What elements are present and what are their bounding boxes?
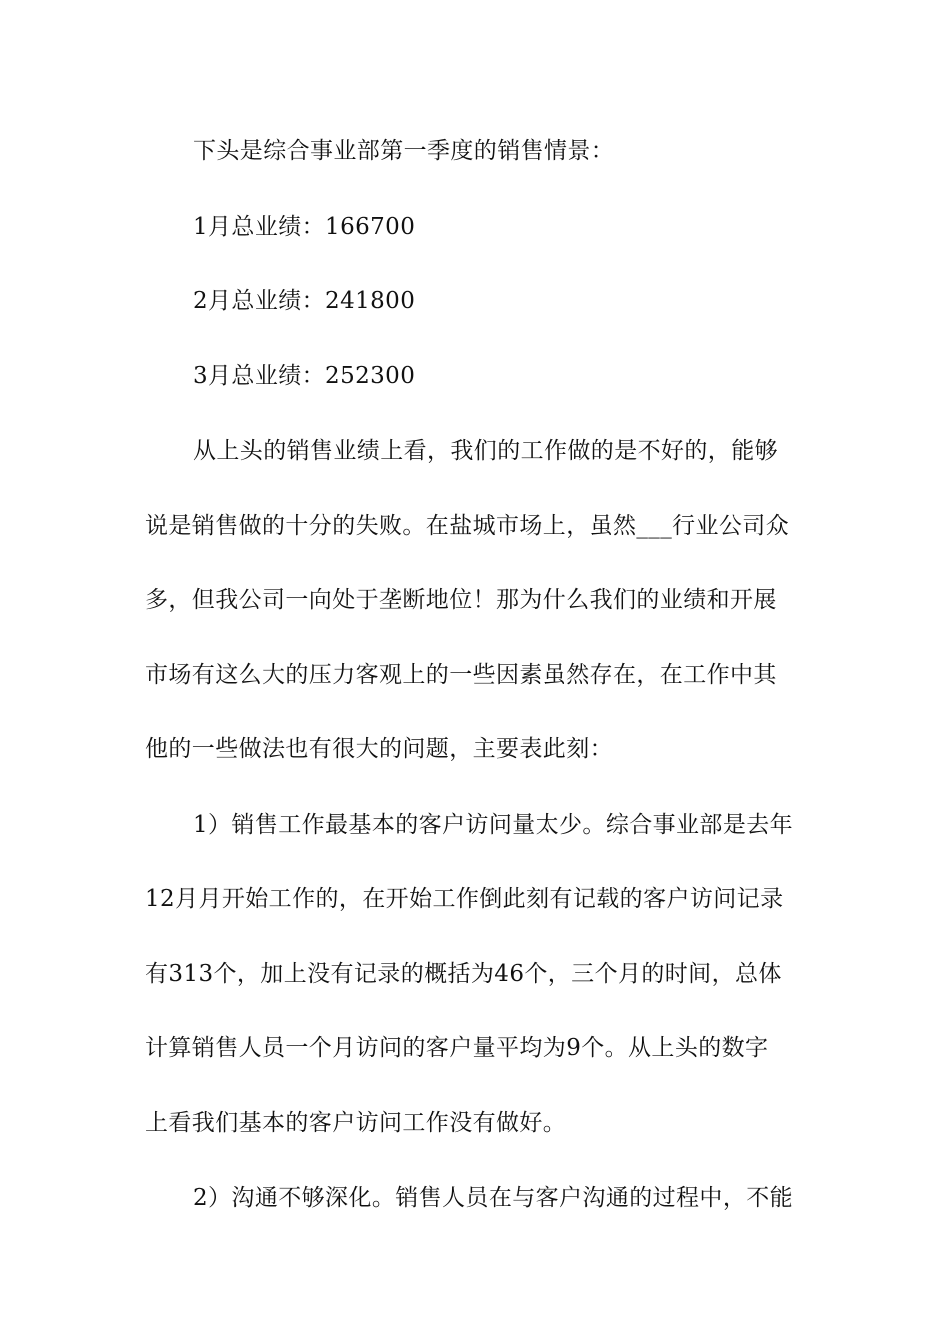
paragraph-line: 从上头的销售业绩上看，我们的工作做的是不好的，能够 [193, 438, 778, 464]
paragraph-line: 市场有这么大的压力客观上的一些因素虽然存在，在工作中其 [145, 662, 777, 688]
list-item-line: 计算销售人员一个月访问的客户量平均为9个。从上头的数字 [145, 1035, 769, 1061]
intro-line: 下头是综合事业部第一季度的销售情景： [193, 138, 615, 164]
list-item-line: 上看我们基本的客户访问工作没有做好。 [145, 1110, 567, 1136]
january-sales-line: 1月总业绩：166700 [193, 214, 416, 240]
paragraph-line: 他的一些做法也有很大的问题，主要表此刻： [145, 736, 613, 762]
paragraph-line: 说是销售做的十分的失败。在盐城市场上，虽然___行业公司众 [145, 513, 790, 539]
list-item-line: 12月月开始工作的，在开始工作倒此刻有记载的客户访问记录 [145, 886, 784, 912]
february-sales-line: 2月总业绩：241800 [193, 288, 416, 314]
list-item-line: 有313个，加上没有记录的概括为46个，三个月的时间，总体 [145, 961, 782, 987]
list-item-line: 2）沟通不够深化。销售人员在与客户沟通的过程中，不能 [193, 1185, 794, 1211]
list-item-line: 1）销售工作最基本的客户访问量太少。综合事业部是去年 [193, 812, 794, 838]
march-sales-line: 3月总业绩：252300 [193, 363, 416, 389]
paragraph-line: 多，但我公司一向处于垄断地位！那为什么我们的业绩和开展 [145, 587, 777, 613]
